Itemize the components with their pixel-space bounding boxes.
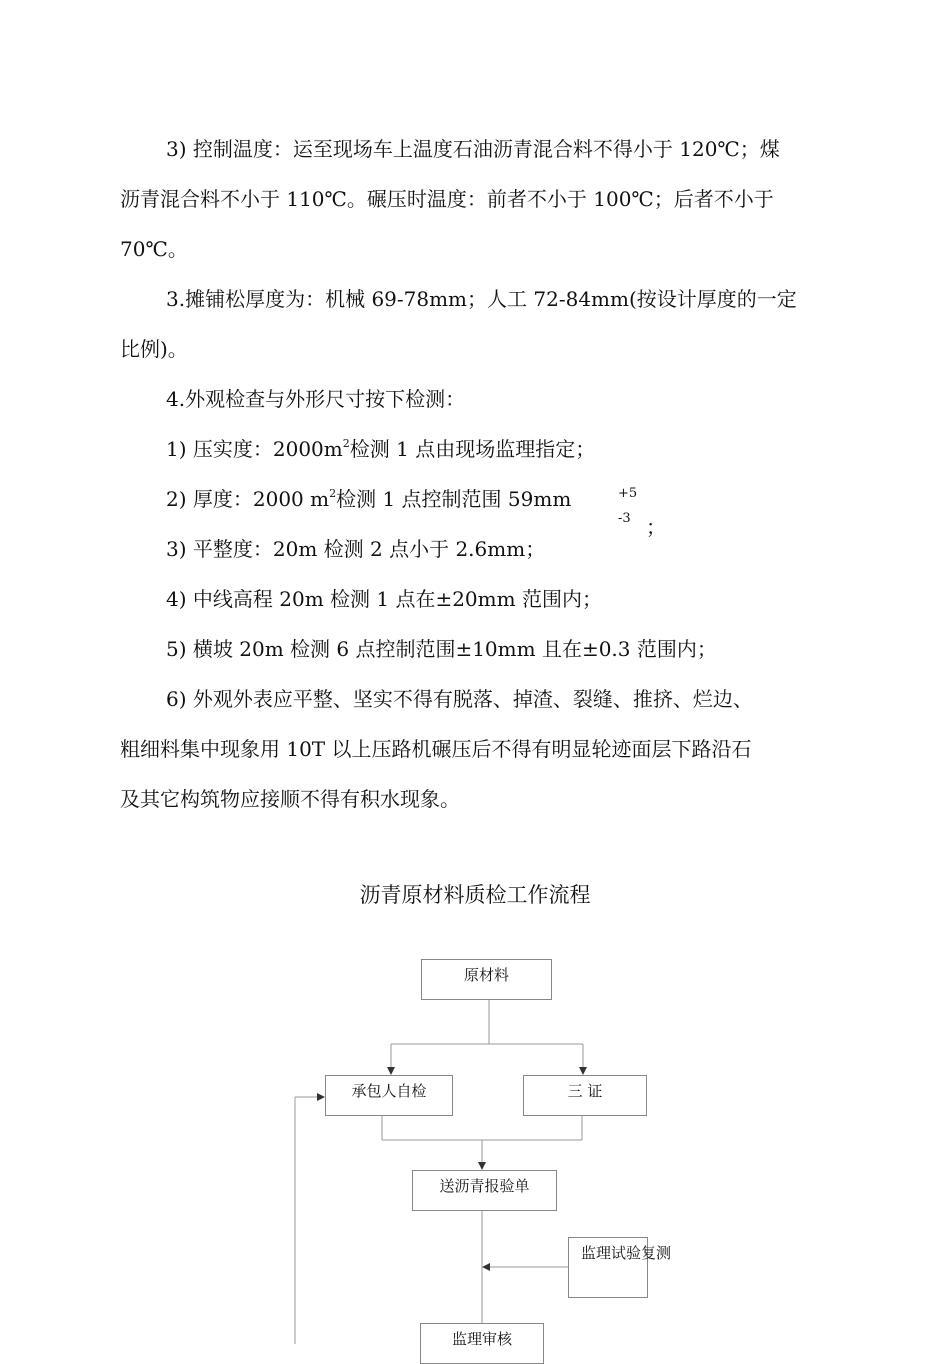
thickness-tolerance-lower: -3	[618, 511, 631, 526]
item-compaction-pre: 1) 压实度：2000m	[166, 437, 343, 461]
item-cross-slope: 5) 横坡 20m 检测 6 点控制范围±10mm 且在±0.3 范围内；	[166, 637, 717, 661]
paragraph-thickness-line2: 比例)。	[120, 337, 188, 361]
item-centerline-elevation: 4) 中线高程 20m 检测 1 点在±20mm 范围内；	[166, 587, 602, 611]
item-thickness-post: 检测 1 点控制范围 59mm	[336, 487, 572, 511]
item-appearance-line3: 及其它构筑物应接顺不得有积水现象。	[120, 787, 460, 811]
flow-node-three-certificates: 三 证	[523, 1075, 647, 1116]
flow-node-contractor-self-check: 承包人自检	[325, 1075, 453, 1116]
item-thickness-pre: 2) 厚度：2000 m	[166, 487, 330, 511]
flow-node-submit-report: 送沥青报验单	[412, 1170, 557, 1211]
item-appearance-line2: 粗细料集中现象用 10T 以上压路机碾压后不得有明显轮迹面层下路沿石	[120, 737, 752, 761]
paragraph-inspection-heading: 4.外观检查与外形尺寸按下检测：	[166, 387, 466, 411]
flow-node-supervisor-review: 监理审核	[420, 1323, 544, 1364]
flowchart-title: 沥青原材料质检工作流程	[359, 883, 591, 907]
paragraph-thickness-line1: 3.摊铺松厚度为：机械 69-78mm；人工 72-84mm(按设计厚度的一定	[166, 287, 797, 311]
thickness-end-punct: ；	[646, 515, 666, 539]
thickness-tolerance-upper: +5	[618, 486, 638, 501]
item-compaction-post: 检测 1 点由现场监理指定；	[349, 437, 596, 461]
flow-node-raw-material: 原材料	[421, 959, 552, 1000]
paragraph-temperature-line2: 沥青混合料不小于 110℃。碾压时温度：前者不小于 100℃；后者不小于	[120, 187, 774, 211]
flow-node-supervisor-retest: 监理试验复测	[568, 1237, 648, 1298]
item-thickness-sup: 2	[329, 487, 337, 500]
item-compaction-sup: 2	[342, 437, 350, 450]
item-appearance-line1: 6) 外观外表应平整、坚实不得有脱落、掉渣、裂缝、推挤、烂边、	[166, 687, 753, 711]
paragraph-temperature-line1: 3) 控制温度：运至现场车上温度石油沥青混合料不得小于 120℃；煤	[166, 137, 780, 161]
item-flatness: 3) 平整度：20m 检测 2 点小于 2.6mm；	[166, 537, 546, 561]
paragraph-temperature-line3: 70℃。	[120, 237, 188, 261]
